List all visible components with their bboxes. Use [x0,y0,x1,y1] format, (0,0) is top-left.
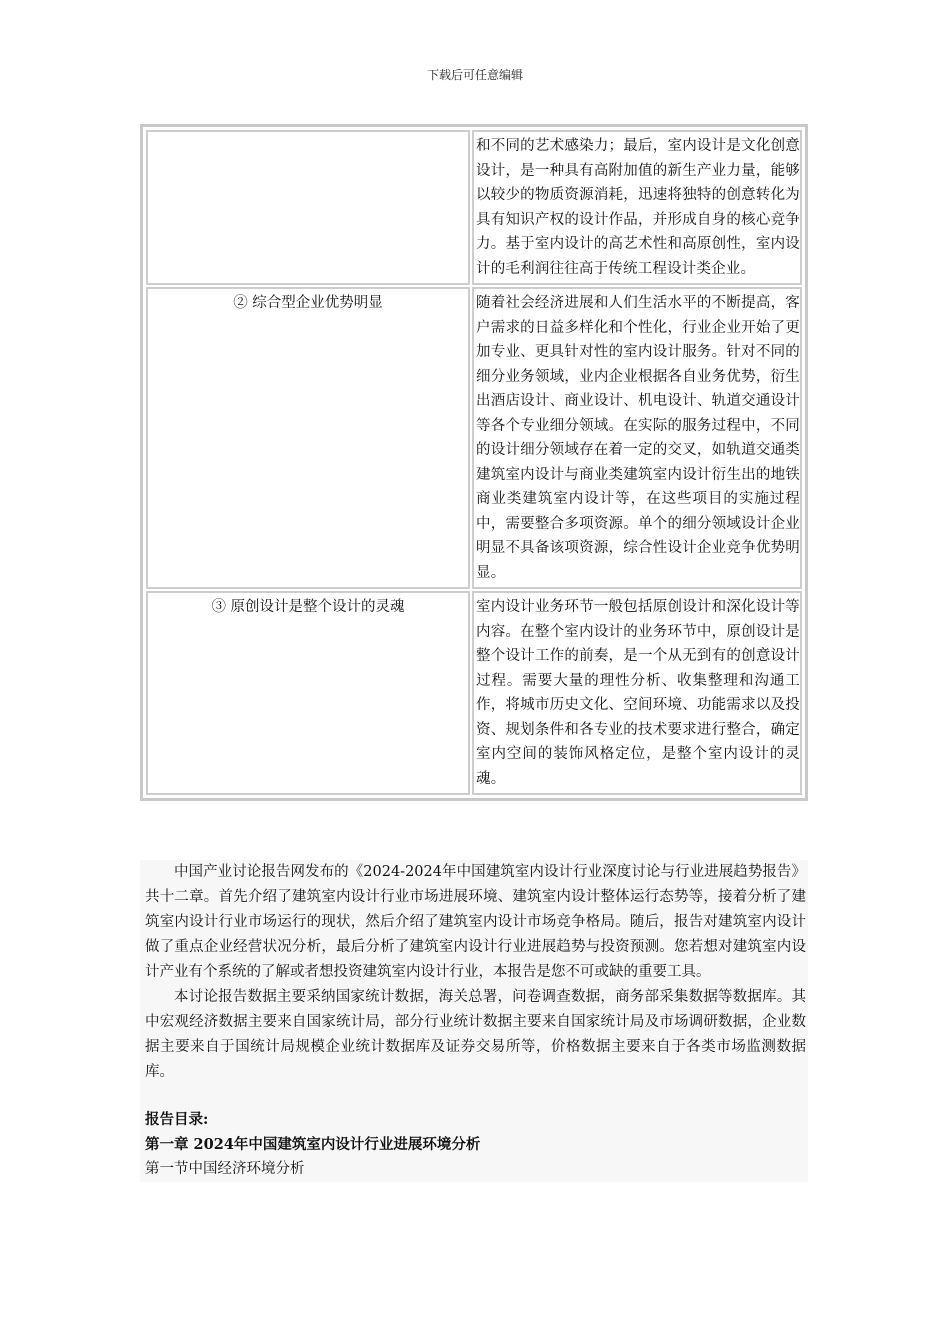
table-row [145,286,803,590]
spacer [140,1085,808,1107]
row-content: 室内设计业务环节一般包括原创设计和深化设计等内容。在整个室内设计的业务环节中，原创设计是整个设计工作的前奏，是一个从无到有的创意设计过程。需要大量的理性分析、收集整理和沟通工作，将城市历史文化、空间环境、功能需求以及投资、规划条件和各专业的技术要求进行整合，确定室内空间的装饰风格定位，是整个室内设计的灵魂。 [472,591,802,795]
toc-section-1: 第一节中国经济环境分析 [145,1161,305,1177]
content-table [140,124,808,801]
intro-paragraph: 中国产业讨论报告网发布的《2024-2024年中国建筑室内设计行业深度讨论与行业进展趋势报告》共十二章。首先介绍了建筑室内设计行业市场进展环境、建筑室内设计整体运行态势等，接着分析了建筑室内设计行业市场运行的现状，然后介绍了建筑室内设计市场竞争格局。随后，报告对建筑室内设计做了重点企业经营状况分析，最后分析了建筑室内设计行业进展趋势与投资预测。您若想对建筑室内设计产业有个系统的了解或者想投资建筑室内设计行业，本报告是您不可或缺的重要工具。 [145,864,806,980]
row-label [146,130,470,285]
table-row [145,129,803,286]
row-content: 随着社会经济进展和人们生活水平的不断提高，客户需求的日益多样化和个性化，行业企业开始了更加专业、更具针对性的室内设计服务。针对不同的细分业务领域，业内企业根据各自业务优势，衍生出酒店设计、商业设计、机电设计、轨道交通设计等各个专业细分领域。在实际的服务过程中，不同的设计细分领域存在着一定的交叉，如轨道交通类建筑室内设计与商业类建筑室内设计衍生出的地铁商业类建筑室内设计等，在这些项目的实施过程中，需要整合多项资源。单个的细分领域设计企业明显不具备该项资源，综合性设计企业竞争优势明显。 [472,287,802,589]
data-source-paragraph: 本讨论报告数据主要采纳国家统计数据，海关总署，问卷调查数据，商务部采集数据等数据库。其中宏观经济数据主要来自国家统计局，部分行业统计数据主要来自国家统计局及市场调研数据，企业数据主要来自于国统计局规模企业统计数据库及证券交易所等，价格数据主要来自于各类市场监测数据库。 [145,989,806,1080]
toc-title: 报告目录: [145,1111,209,1128]
row-label: ③ 原创设计是整个设计的灵魂 [146,591,470,795]
report-text [140,860,808,1182]
row-content: 和不同的艺术感染力；最后，室内设计是文化创意设计，是一种具有高附加值的新生产业力量，能够以较少的物质资源消耗，迅速将独特的创意转化为具有知识产权的设计作品，并形成自身的核心竞争力。基于室内设计的高艺术性和高原创性，室内设计的毛利润往往高于传统工程设计类企业。 [472,130,802,285]
toc-chapter-1: 第一章 2024年中国建筑室内设计行业进展环境分析 [145,1136,481,1153]
page-header: 下载后可任意编辑 [426,68,523,82]
row-label: ② 综合型企业优势明显 [146,287,470,589]
table-row [145,590,803,796]
